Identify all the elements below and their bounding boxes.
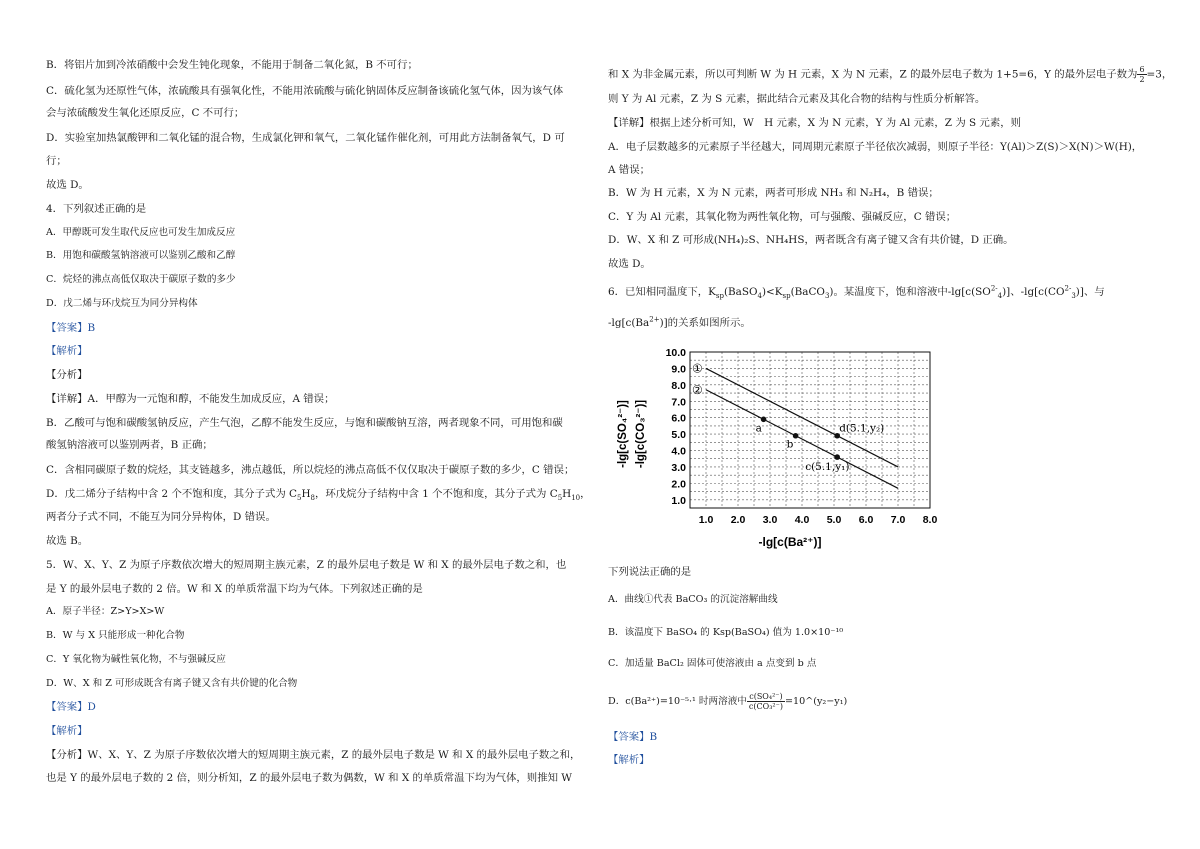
x-tick-label: 5.0 xyxy=(826,514,842,526)
data-point xyxy=(761,417,767,423)
y-tick-labels xyxy=(666,347,687,507)
y-tick-label: 10.0 xyxy=(665,347,686,359)
text-line: D．实验室加热氯酸钾和二氧化锰的混合物，生成氯化钾和氧气，二氧化锰作催化剂，可用此方法制备氧气，D 可 xyxy=(46,132,565,144)
x-tick-label: 1.0 xyxy=(698,514,714,526)
q5-fenxi-line: 【分析】W、X、Y、Z 为原子序数依次增大的短周期主族元素，Z 的最外层电子数是 W 和 X 的最外层电子数之和， xyxy=(46,749,581,761)
fraction: $\frac{6}{2}$ xyxy=(1139,65,1145,84)
x-tick-label: 4.0 xyxy=(794,514,810,526)
point-label: d(5.1,y₂) xyxy=(839,422,885,435)
q4-option-d: D．戊二烯与环戊烷互为同分异构体 xyxy=(46,298,198,309)
point-label: c(5.1,y₁) xyxy=(805,461,850,474)
question-6-stem: 6．已知相同温度下，$K_{sp}(BaSO_4)<K_{sp}(BaCO_3)$。某温度下，饱和溶液中$-\lg[c(SO^{2-}_4)]$、$-\lg[c(CO^{2-}_3)]$、与 xyxy=(608,284,1105,301)
question-6-stem: $-\lg[c(Ba^{2+})]$的关系如图所示。 xyxy=(608,315,751,329)
q6-option-d: D．c(Ba²⁺)=10⁻⁵·¹ 时两溶液中 $\frac{\text{c(SO₄²⁻)}}{\text{c(CO₃²⁻)}}$ =10^(y₂−y₁) xyxy=(608,692,848,711)
q6-option-a: A．曲线①代表 BaCO₃ 的沉淀溶解曲线 xyxy=(608,594,778,605)
y-axis-label-line: -lg[c(CO₃²⁻)] xyxy=(635,399,647,469)
plot-border xyxy=(690,352,930,508)
y-tick-label: 3.0 xyxy=(671,461,686,474)
text-line: 【详解】根据上述分析可知，W H 元素，X 为 N 元素，Y 为 Al 元素，Z 为 S 元素，则 xyxy=(608,117,1021,129)
q4-detail-line: 【详解】A．甲醇为一元饱和醇，不能发生加成反应，A 错误； xyxy=(46,393,335,405)
text-line: 和 X 为非金属元素，所以可判断 W 为 H 元素，X 为 N 元素，Z 的最外层电子数为 1+5=6，Y 的最外层电子数为 $\frac{6}{2}$ =3， xyxy=(608,65,1173,84)
x-tick-label: 2.0 xyxy=(730,514,746,526)
q4-option-b: B．用饱和碳酸氢钠溶液可以鉴别乙酸和乙醇 xyxy=(46,250,236,261)
q4-answer: 【答案】B xyxy=(46,322,96,334)
text-line: 故选 D。 xyxy=(608,258,651,270)
y-tick-label: 2.0 xyxy=(671,478,686,491)
q6-answer: 【答案】B xyxy=(608,731,658,743)
x-axis-label: -lg[c(Ba²⁺)] xyxy=(758,535,822,549)
x-tick-labels xyxy=(699,514,938,526)
q6-analysis-tag: 【解析】 xyxy=(608,754,650,766)
q5-answer: 【答案】D xyxy=(46,701,96,713)
text-line: 会与浓硫酸发生氧化还原反应，C 不可行； xyxy=(46,107,245,119)
text-line: B．将铝片加到冷浓硝酸中会发生钝化现象，不能用于制备二氧化氮，B 不可行； xyxy=(46,59,418,71)
chart-frame xyxy=(690,352,930,508)
series-label: ② xyxy=(692,382,703,397)
question-5-stem: 5．W、X、Y、Z 为原子序数依次增大的短周期主族元素，Z 的最外层电子数是 W 和 X 的最外层电子数之和，也 xyxy=(46,559,567,571)
y-tick-label: 6.0 xyxy=(671,412,686,425)
q4-detail-d-line: D．戊二烯分子结构中含 2 个不饱和度，其分子式为 $C_5H_8$，环戊烷分子结构中含 1 个不饱和度，其分子式为 $C_5H_{10}$， xyxy=(46,488,591,503)
q4-fenxi-tag: 【分析】 xyxy=(46,369,88,381)
q4-detail-line: B．乙酸可与饱和碳酸氢钠反应，产生气泡，乙醇不能发生反应，与饱和碳酸钠互溶，两者现象不同，可用饱和碳 xyxy=(46,417,563,429)
y-axis-label xyxy=(617,400,647,468)
q5-option-c: C．Y 氧化物为碱性氧化物，不与强碱反应 xyxy=(46,654,226,665)
q4-analysis-tag: 【解析】 xyxy=(46,345,88,357)
x-tick-label: 3.0 xyxy=(762,514,778,526)
y-tick-label: 1.0 xyxy=(671,494,686,507)
q4-detail-line: 酸氢钠溶液可以鉴别两者，B 正确； xyxy=(46,439,213,451)
text-line: C．Y 为 Al 元素，其氧化物为两性氧化物，可与强酸、强碱反应，C 错误； xyxy=(608,211,957,223)
y-tick-label: 9.0 xyxy=(671,363,686,376)
chart-grid xyxy=(690,352,930,508)
x-tick-label: 8.0 xyxy=(922,514,938,526)
fraction: $\frac{\text{c(SO₄²⁻)}}{\text{c(CO₃²⁻)}}$ xyxy=(748,692,783,711)
q6-option-b: B．该温度下 BaSO₄ 的 Ksp(BaSO₄) 值为 1.0×10⁻¹⁰ xyxy=(608,627,844,638)
q4-option-a: A．甲醇既可发生取代反应也可发生加成反应 xyxy=(46,227,236,238)
text-line: 则 Y 为 Al 元素，Z 为 S 元素，据此结合元素及其化合物的结构与性质分析解答。 xyxy=(608,93,986,105)
data-point xyxy=(834,454,840,460)
solubility-chart xyxy=(608,338,948,553)
question-5-stem: 是 Y 的最外层电子数的 2 倍。W 和 X 的单质常温下均为气体。下列叙述正确的是 xyxy=(46,583,423,595)
q4-detail-line: 两者分子式不同，不能互为同分异构体，D 错误。 xyxy=(46,511,276,523)
x-tick-label: 6.0 xyxy=(858,514,874,526)
text-line: A 错误； xyxy=(608,164,650,176)
text-line: 故选 D。 xyxy=(46,179,89,191)
q5-option-d: D．W、X 和 Z 可形成既含有离子键又含有共价键的化合物 xyxy=(46,678,298,689)
y-tick-label: 4.0 xyxy=(671,445,686,458)
y-tick-label: 8.0 xyxy=(671,379,686,392)
q4-option-c: C．烷烃的沸点高低仅取决于碳原子数的多少 xyxy=(46,274,236,285)
q6-intro: 下列说法正确的是 xyxy=(608,566,692,578)
q5-analysis-tag: 【解析】 xyxy=(46,725,88,737)
point-label: a xyxy=(755,422,762,435)
q5-fenxi-line: 也是 Y 的最外层电子数的 2 倍，则分析知，Z 的最外层电子数为偶数，W 和 X 的单质常温下均为气体，则推知 W xyxy=(46,772,572,784)
y-tick-label: 7.0 xyxy=(671,396,686,409)
q4-detail-line: C．含相同碳原子数的烷烃，其支链越多，沸点越低，所以烷烃的沸点高低不仅仅取决于碳原子数的多少，C 错误； xyxy=(46,464,575,476)
q6-option-c: C．加适量 BaCl₂ 固体可使溶液由 a 点变到 b 点 xyxy=(608,658,817,669)
text-line: D．W、X 和 Z 可形成(NH₄)₂S、NH₄HS，两者既含有离子键又含有共价键，D 正确。 xyxy=(608,234,1014,246)
text-line: 行； xyxy=(46,155,67,167)
q5-option-b: B．W 与 X 只能形成一种化合物 xyxy=(46,630,185,641)
text-line: A．电子层数越多的元素原子半径越大，同周期元素原子半径依次减弱，则原子半径：Y(Al)＞Z(S)＞X(N)＞W(H)， xyxy=(608,141,1143,153)
text-line: C．硫化氢为还原性气体，浓硫酸具有强氧化性，不能用浓硫酸与硫化钠固体反应制备该硫化氢气体，因为该气体 xyxy=(46,85,564,97)
y-tick-label: 5.0 xyxy=(671,429,686,442)
y-axis-label-line: -lg[c(SO₄²⁻)] xyxy=(617,400,629,468)
data-point xyxy=(793,433,799,439)
point-label: b xyxy=(786,438,794,451)
question-4-stem: 4．下列叙述正确的是 xyxy=(46,203,147,215)
q4-choose: 故选 B。 xyxy=(46,535,89,547)
series-label: ① xyxy=(692,361,703,376)
text-line: B．W 为 H 元素，X 为 N 元素，两者可形成 NH₃ 和 N₂H₄，B 错误； xyxy=(608,187,939,199)
x-tick-label: 7.0 xyxy=(890,514,906,526)
q5-option-a: A．原子半径：Z>Y>X>W xyxy=(46,606,165,617)
